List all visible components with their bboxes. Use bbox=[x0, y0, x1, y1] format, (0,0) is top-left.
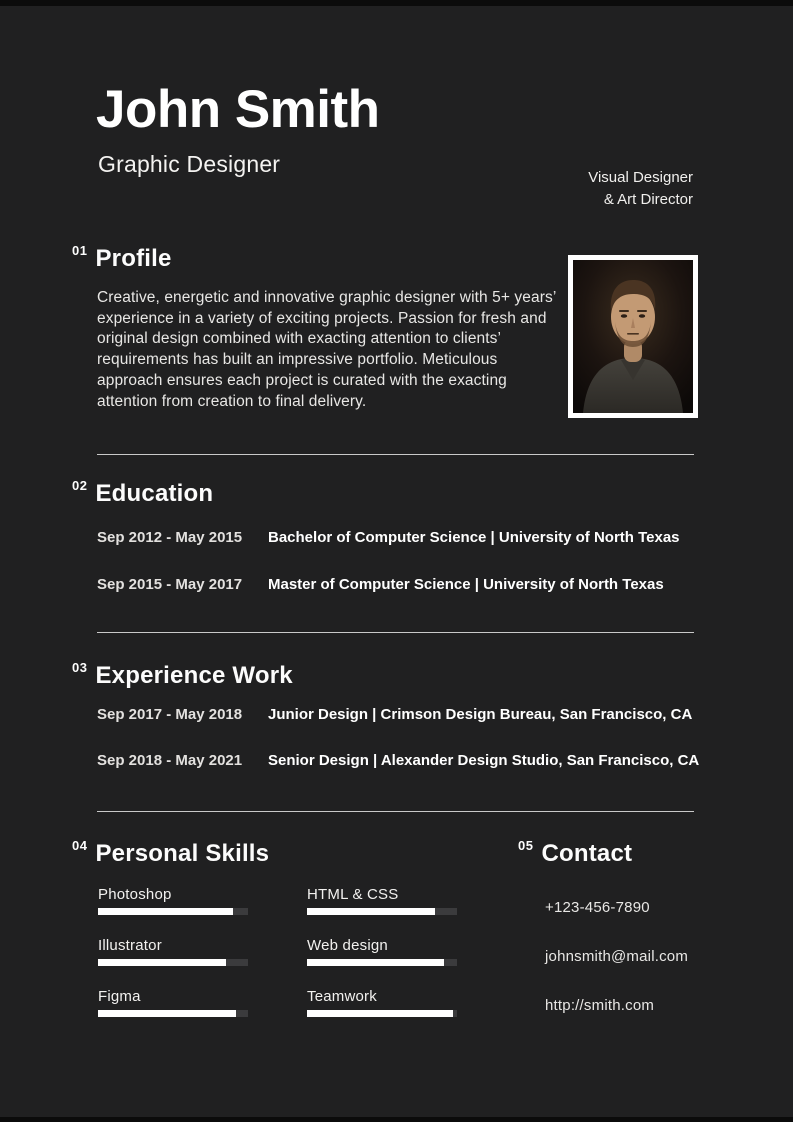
skill-bar-fill bbox=[98, 959, 226, 966]
skill-bar bbox=[307, 959, 457, 966]
education-row bbox=[97, 576, 757, 593]
contact-phone: +123-456-7890 bbox=[545, 899, 650, 916]
experience-detail: Senior Design | Alexander Design Studio, San Francisco, CA bbox=[268, 752, 700, 769]
skills-heading-text: Personal Skills bbox=[95, 840, 270, 867]
skills-section-heading bbox=[72, 838, 269, 868]
contact-section-number: 05 bbox=[518, 838, 534, 853]
contact-section-heading bbox=[518, 838, 632, 868]
experience-row bbox=[97, 752, 757, 769]
education-dates: Sep 2015 - May 2017 bbox=[97, 576, 243, 593]
experience-dates: Sep 2018 - May 2021 bbox=[97, 752, 243, 769]
skills-section-number: 04 bbox=[72, 838, 88, 853]
skill-item bbox=[307, 988, 457, 1017]
skill-bar-fill bbox=[307, 908, 435, 915]
profile-section-heading bbox=[72, 243, 172, 273]
skill-label: Illustrator bbox=[98, 937, 162, 954]
skill-item bbox=[98, 937, 248, 966]
profile-paragraph: Creative, energetic and innovative graphic designer with 5+ years’ experience in a variety of exciting projects. Passion for fresh and original design combined with exacting attention to clients’ requirements has built an impressive portfolio. Meticulous approach ensures each project is curated with the exacting attention from creation to final delivery. bbox=[97, 289, 556, 410]
contact-email: johnsmith@mail.com bbox=[545, 948, 689, 965]
experience-detail: Junior Design | Crimson Design Bureau, San Francisco, CA bbox=[268, 706, 693, 723]
experience-section-heading bbox=[72, 660, 293, 690]
contact-heading-text: Contact bbox=[541, 840, 633, 867]
skill-label: HTML & CSS bbox=[307, 886, 399, 903]
profile-section-number: 01 bbox=[72, 243, 88, 258]
education-section-heading bbox=[72, 478, 213, 508]
skill-bar-fill bbox=[307, 959, 444, 966]
skills-column-right bbox=[307, 886, 457, 1039]
portrait-photo bbox=[568, 255, 698, 418]
skill-label: Web design bbox=[307, 937, 388, 954]
skill-label: Teamwork bbox=[307, 988, 377, 1005]
person-name: John Smith bbox=[96, 80, 380, 139]
contact-list bbox=[545, 899, 688, 1046]
experience-dates: Sep 2017 - May 2018 bbox=[97, 706, 243, 723]
skills-grid bbox=[98, 886, 457, 1039]
contact-website: http://smith.com bbox=[545, 997, 655, 1014]
header-subtitle bbox=[588, 167, 693, 210]
divider-2 bbox=[97, 632, 694, 633]
education-heading-text: Education bbox=[95, 480, 214, 507]
education-detail: Bachelor of Computer Science | University of North Texas bbox=[268, 529, 680, 546]
education-detail: Master of Computer Science | University of North Texas bbox=[268, 576, 664, 593]
skill-bar-fill bbox=[98, 908, 233, 915]
skill-item bbox=[307, 886, 457, 915]
skill-bar-fill bbox=[98, 1010, 236, 1017]
education-dates: Sep 2012 - May 2015 bbox=[97, 529, 243, 546]
experience-heading-text: Experience Work bbox=[95, 662, 293, 689]
divider-3 bbox=[97, 811, 694, 812]
page-bottom-border bbox=[0, 1117, 793, 1122]
skills-column-left bbox=[98, 886, 248, 1039]
skill-item bbox=[98, 886, 248, 915]
skill-label: Figma bbox=[98, 988, 141, 1005]
experience-list bbox=[97, 706, 757, 769]
education-row bbox=[97, 529, 757, 546]
skill-label: Photoshop bbox=[98, 886, 172, 903]
profile-heading-text: Profile bbox=[95, 245, 172, 272]
education-list bbox=[97, 529, 757, 593]
skill-bar-fill bbox=[307, 1010, 453, 1017]
portrait-photo-image bbox=[573, 260, 693, 413]
skill-bar bbox=[98, 959, 248, 966]
skill-bar bbox=[307, 1010, 457, 1017]
skill-bar bbox=[98, 908, 248, 915]
subtitle-line-1: Visual Designer bbox=[588, 169, 693, 186]
subtitle-line-2: & Art Director bbox=[603, 190, 693, 208]
skill-item bbox=[307, 937, 457, 966]
education-section-number: 02 bbox=[72, 478, 88, 493]
skill-item bbox=[98, 988, 248, 1017]
job-title: Graphic Designer bbox=[98, 151, 281, 177]
divider-1 bbox=[97, 454, 694, 455]
page-top-border bbox=[0, 0, 793, 6]
skill-bar bbox=[98, 1010, 248, 1017]
experience-row bbox=[97, 706, 757, 723]
experience-section-number: 03 bbox=[72, 660, 88, 675]
skill-bar bbox=[307, 908, 457, 915]
